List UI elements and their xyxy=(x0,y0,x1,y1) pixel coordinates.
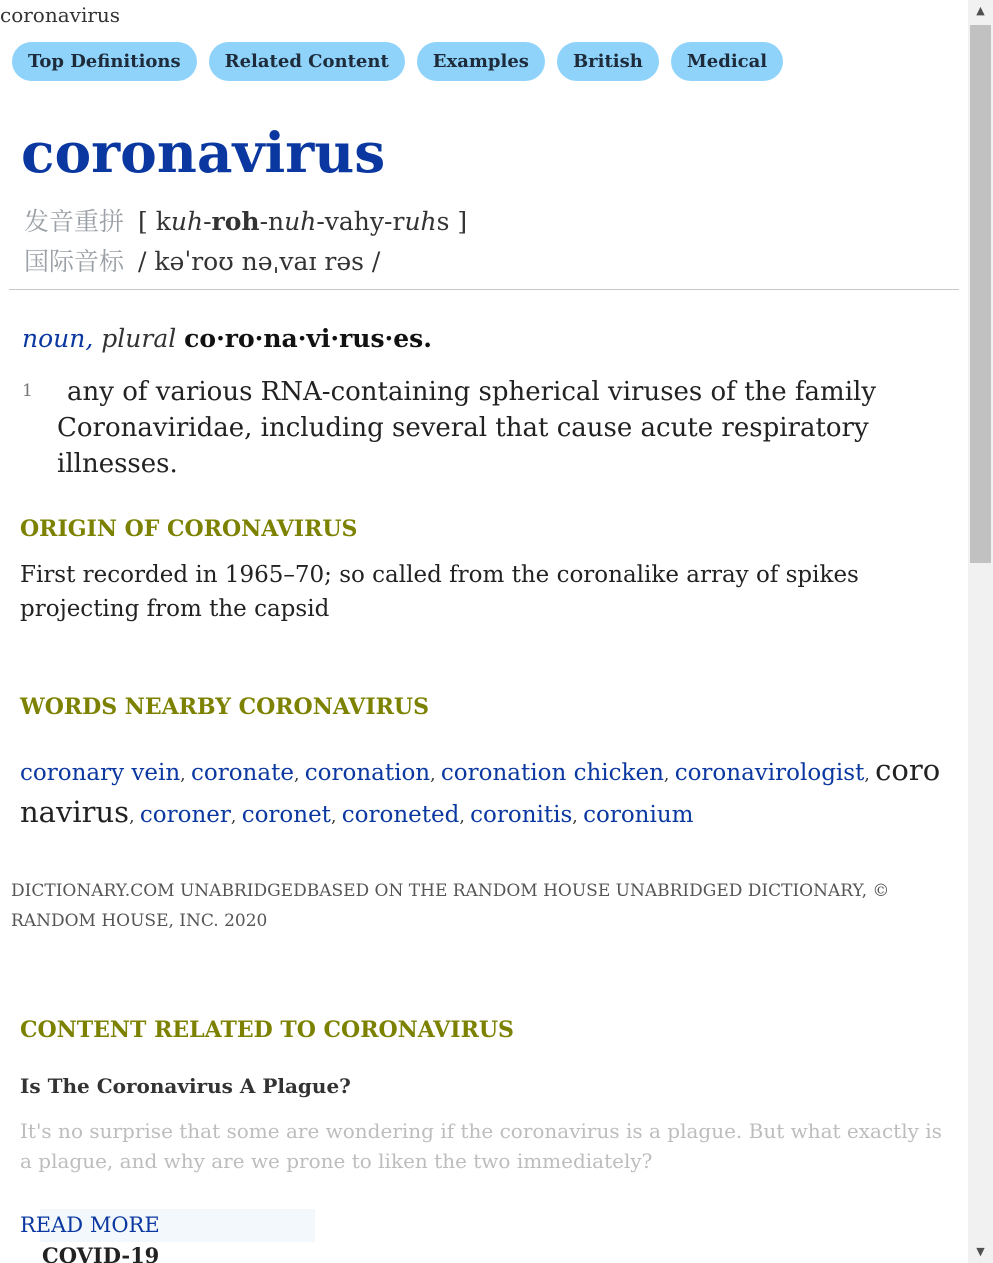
section-tabs xyxy=(12,42,795,81)
nearby-separator: , xyxy=(129,807,140,827)
nearby-word-link[interactable]: coronate xyxy=(190,760,294,786)
nearby-word-link[interactable]: coronitis xyxy=(470,802,573,828)
nearby-word-link[interactable]: coronavirologist xyxy=(674,760,865,786)
tab-examples[interactable]: Examples xyxy=(417,42,545,81)
respell-close: s ] xyxy=(436,207,468,236)
nearby-separator: , xyxy=(230,807,242,827)
scrollbar-thumb[interactable] xyxy=(970,25,991,563)
scroll-up-arrow-icon[interactable]: ▲ xyxy=(976,4,985,17)
nearby-word-link[interactable]: coronary vein xyxy=(20,760,181,786)
page-word-label: coronavirus xyxy=(0,3,121,27)
nearby-separator: , xyxy=(330,807,342,827)
nearby-heading: WORDS NEARBY CORONAVIRUS xyxy=(20,694,429,720)
part-of-speech xyxy=(22,324,432,353)
nearby-current-word: coronavirus xyxy=(20,753,941,829)
plural-label: plural xyxy=(101,324,177,353)
nearby-separator: , xyxy=(864,765,876,785)
nearby-word-link[interactable]: coronation chicken xyxy=(440,760,664,786)
tab-related-content[interactable]: Related Content xyxy=(209,42,405,81)
respell-part: uh xyxy=(284,207,317,236)
ipa-label: 国际音标 xyxy=(24,247,125,276)
pos-label[interactable]: noun, xyxy=(22,324,94,353)
read-more-link[interactable]: READ MORE xyxy=(20,1213,160,1237)
scroll-down-arrow-icon[interactable]: ▼ xyxy=(976,1245,985,1258)
related-item-description: It's no surprise that some are wondering if the coronavirus is a plague. But what exactly is a plague, and why are we prone to liken the two immediately? xyxy=(20,1119,942,1173)
vertical-scrollbar[interactable] xyxy=(968,0,993,1263)
nearby-separator: , xyxy=(180,765,191,785)
tab-british[interactable]: British xyxy=(557,42,659,81)
tab-medical[interactable]: Medical xyxy=(671,42,783,81)
tab-top-definitions[interactable]: Top Definitions xyxy=(12,42,197,81)
pronunciation-respelling xyxy=(24,202,467,238)
ipa-text: / kəˈroʊ nəˌvaɪ rəs / xyxy=(138,247,381,276)
nearby-word-link[interactable]: coronation xyxy=(304,760,431,786)
plural-inflection: co·ro·na·vi·rus·es. xyxy=(184,324,432,353)
related-next-title[interactable]: COVID-19 xyxy=(42,1243,160,1263)
respell-part: uh xyxy=(404,207,437,236)
related-heading: CONTENT RELATED TO CORONAVIRUS xyxy=(20,1017,514,1043)
origin-text: First recorded in 1965–70; so called from the coronalike array of spikes projecting from the capsid xyxy=(20,562,859,622)
nearby-word-link[interactable]: coroneted xyxy=(341,802,460,828)
nearby-separator: , xyxy=(293,765,305,785)
headword: coronavirus xyxy=(21,120,386,185)
source-attribution: DICTIONARY.COM UNABRIDGEDBASED ON THE RANDOM HOUSE UNABRIDGED DICTIONARY, © RANDOM HOUSE, INC. 2020 xyxy=(11,881,890,931)
divider xyxy=(9,289,959,290)
nearby-word-link[interactable]: coronet xyxy=(241,802,331,828)
respell-part: -n xyxy=(259,207,285,236)
related-item-title[interactable]: Is The Coronavirus A Plague? xyxy=(20,1074,351,1098)
respelling-label: 发音重拼 xyxy=(24,207,125,236)
nearby-word-link[interactable]: coroner xyxy=(139,802,231,828)
origin-heading: ORIGIN OF CORONAVIRUS xyxy=(20,516,358,542)
nearby-separator: , xyxy=(663,765,675,785)
pronunciation-ipa xyxy=(24,242,380,278)
nearby-separator: , xyxy=(572,807,584,827)
definition-number: 1 xyxy=(22,381,33,401)
definition-text: any of various RNA-containing spherical viruses of the family Coronaviridae, including several that cause acute respiratory illnesses. xyxy=(57,377,877,479)
respell-stress: roh xyxy=(211,207,260,236)
nearby-separator: , xyxy=(430,765,441,785)
respell-open: [ k xyxy=(138,207,171,236)
respell-part: uh xyxy=(170,207,204,236)
respell-part: -vahy-r xyxy=(316,207,405,236)
nearby-words xyxy=(20,752,952,836)
nearby-separator: , xyxy=(459,807,471,827)
respell-part: - xyxy=(203,207,212,236)
nearby-word-link[interactable]: coronium xyxy=(583,802,694,828)
